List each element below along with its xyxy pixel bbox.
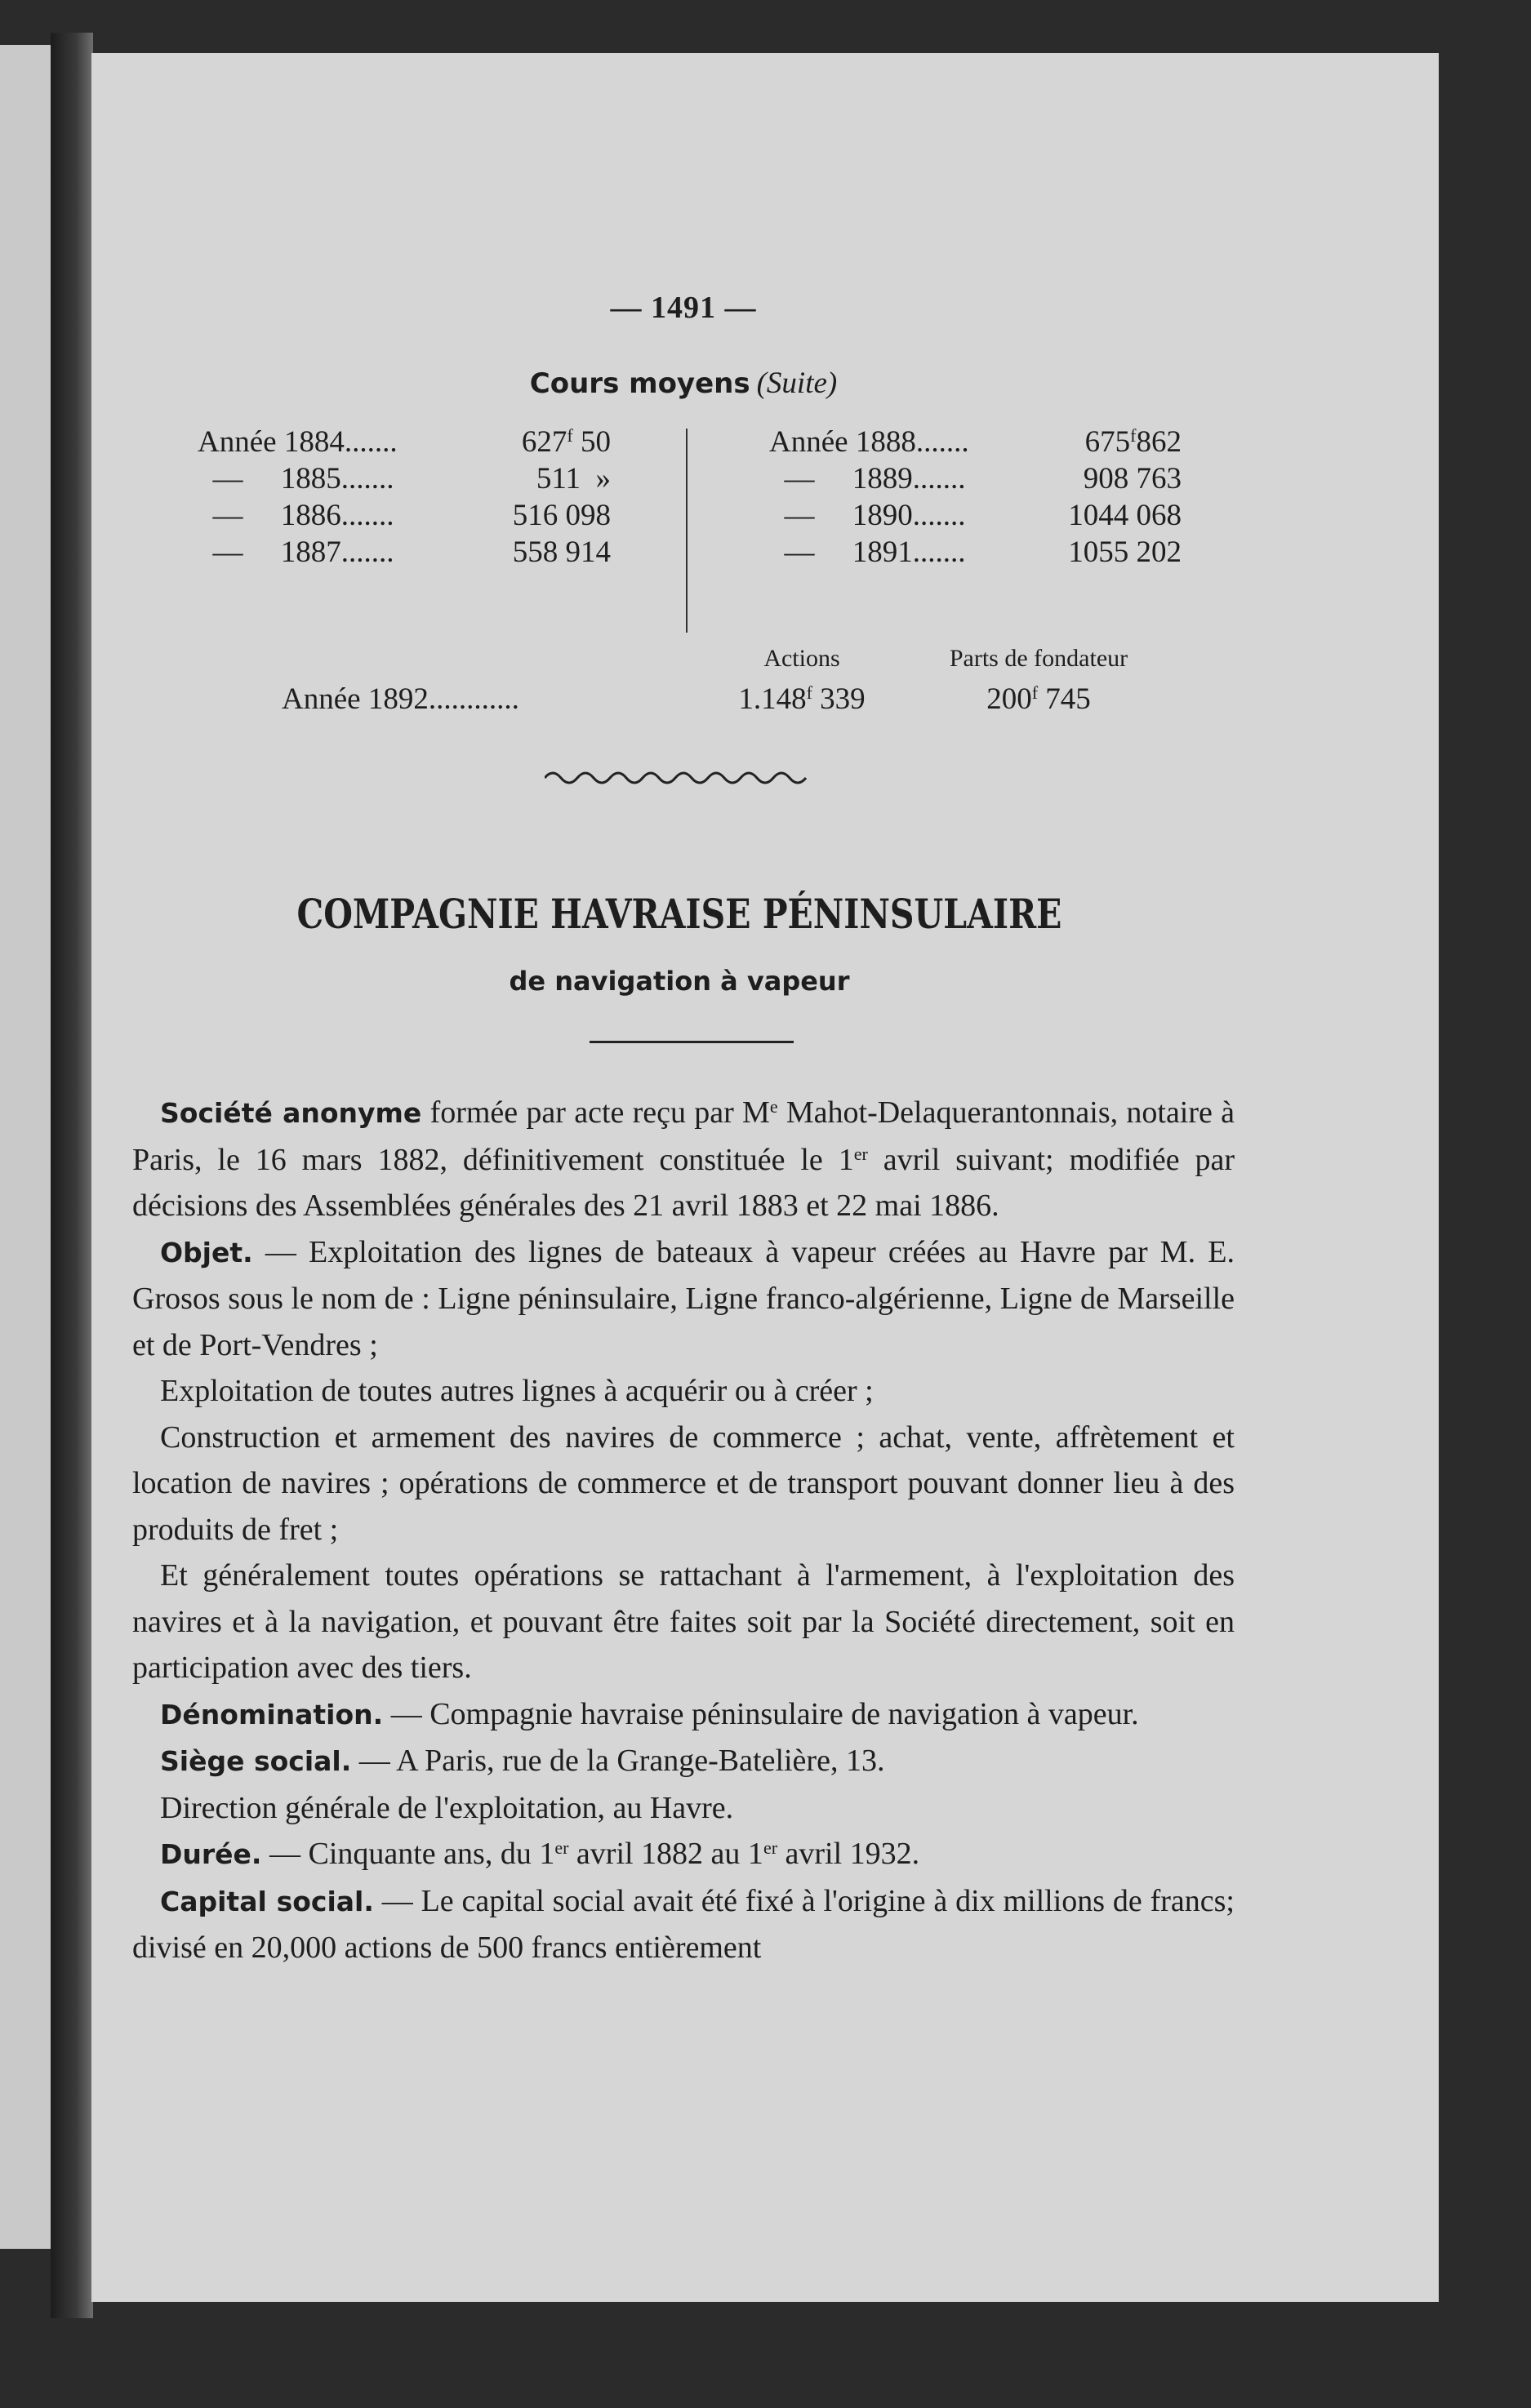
term-objet: Objet. — [160, 1236, 253, 1268]
row-value: 516 098 — [512, 499, 611, 532]
superscript: e — [769, 1096, 778, 1117]
paragraph-text: — Cinquante ans, du 1 — [261, 1837, 555, 1871]
table-title-suffix: (Suite) — [756, 367, 838, 400]
value-rest: 862 — [1136, 425, 1182, 459]
page-number: — 1491 — — [610, 291, 757, 325]
wavy-ornament — [545, 763, 814, 788]
value-rest: 745 — [1038, 682, 1091, 716]
value-rest: 50 — [572, 425, 611, 459]
paragraph-text: avril 1882 au 1 — [568, 1837, 763, 1871]
value-main: 627 — [521, 425, 567, 459]
row-1892-parts — [904, 682, 1173, 717]
value-main: 200 — [986, 682, 1032, 716]
paragraph-siege — [132, 1738, 1235, 1785]
value-main: 675 — [1084, 425, 1131, 459]
row-label: — 1886....... — [198, 499, 394, 532]
value-main: 1.148 — [738, 682, 807, 716]
row-value: 558 914 — [512, 535, 611, 569]
paragraph-text: — Compagnie havraise péninsulaire de navigation à vapeur. — [383, 1696, 1139, 1731]
row-label: — 1889....... — [769, 462, 966, 495]
column-header-parts: Parts de fondateur — [949, 645, 1128, 672]
term-siege-social: Siège social. — [160, 1745, 352, 1777]
superscript: er — [763, 1837, 778, 1858]
company-title: COMPAGNIE HAVRAISE PÉNINSULAIRE — [296, 890, 1062, 938]
paragraph-text: Mahot-Delaquerantonnais, notaire à Paris, le 16 mars 1882, définitivement constituée le 1 — [132, 1095, 1235, 1177]
paragraph-duree — [132, 1831, 1235, 1878]
table-title — [91, 366, 1275, 401]
row-label: — 1887....... — [198, 535, 394, 569]
company-subtitle: de navigation à vapeur — [509, 966, 850, 997]
superscript: er — [554, 1837, 569, 1858]
paragraph-capital — [132, 1878, 1235, 1971]
term-societe-anonyme: Société anonyme — [160, 1097, 422, 1129]
term-duree: Durée. — [160, 1838, 262, 1870]
paragraph-direction: Direction générale de l'exploitation, au Havre. — [160, 1790, 734, 1825]
row-label: — 1885....... — [198, 462, 394, 495]
row-label: Année 1888....... — [769, 425, 969, 459]
value-sup: f — [1130, 425, 1137, 446]
row-value — [91, 424, 1182, 460]
facing-page-edge — [0, 45, 51, 2249]
paragraph-text: — Le capital social avait été fixé à l'origine à dix millions de francs; divisé en 20,000 actions de 500 francs entièrement — [132, 1883, 1235, 1965]
paragraph-text: avril suivant; modifiée par décisions des Assemblées générales des 21 avril 1883 et 22 mai 1886. — [132, 1142, 1235, 1223]
paragraph-construction: Construction et armement des navires de commerce ; achat, vente, affrètement et location de navires ; opérations de commerce et de transport pouvant donner lieu à des produits de fret ; — [132, 1419, 1235, 1547]
value-sup: f — [1031, 682, 1039, 703]
row-label: — 1890....... — [769, 499, 966, 532]
row-label: — 1891....... — [769, 535, 966, 569]
row-value: 511 » — [536, 462, 611, 495]
table-title-text: Cours moyens — [529, 367, 750, 400]
row-value: 1044 068 — [1068, 499, 1182, 532]
value-rest: 339 — [812, 682, 866, 716]
column-header-actions: Actions — [763, 645, 840, 672]
body-text — [132, 1090, 1235, 1971]
paragraph-societe — [132, 1090, 1235, 1229]
book-binding — [51, 33, 93, 2318]
paragraph-denomination — [132, 1691, 1235, 1739]
document-page — [91, 53, 1439, 2302]
term-capital-social: Capital social. — [160, 1885, 374, 1917]
row-1892-actions — [679, 682, 924, 717]
row-value: 1055 202 — [1068, 535, 1182, 569]
page-content — [91, 53, 1439, 2302]
superscript: er — [853, 1143, 868, 1164]
value-sup: f — [806, 682, 812, 703]
paragraph-text: avril 1932. — [777, 1837, 920, 1871]
paragraph-objet — [132, 1229, 1235, 1369]
paragraph-generalement: Et généralement toutes opérations se rattachant à l'armement, à l'exploitation des navires et à la navigation, et pouvant être faites soit par la Société directement, soit en participation avec des tiers. — [132, 1558, 1235, 1685]
title-rule — [590, 1041, 794, 1043]
row-value: 908 763 — [1083, 462, 1182, 495]
paragraph-text: — A Paris, rue de la Grange-Batelière, 13. — [351, 1744, 885, 1778]
paragraph-text: — Exploitation des lignes de bateaux à vapeur créées au Havre par M. E. Grosos sous le nom de : Ligne péninsulaire, Ligne franco-algérienne, Ligne de Marseille et de Port-Vendres ; — [132, 1234, 1235, 1362]
paragraph-text: formée par acte reçu par M — [421, 1095, 770, 1130]
term-denomination: Dénomination. — [160, 1698, 384, 1730]
paragraph-exploitation: Exploitation de toutes autres lignes à acquérir ou à créer ; — [160, 1374, 874, 1408]
row-label: Année 1884....... — [198, 425, 398, 459]
value-sup: f — [567, 425, 573, 446]
row-1892-label: Année 1892............ — [282, 682, 519, 716]
